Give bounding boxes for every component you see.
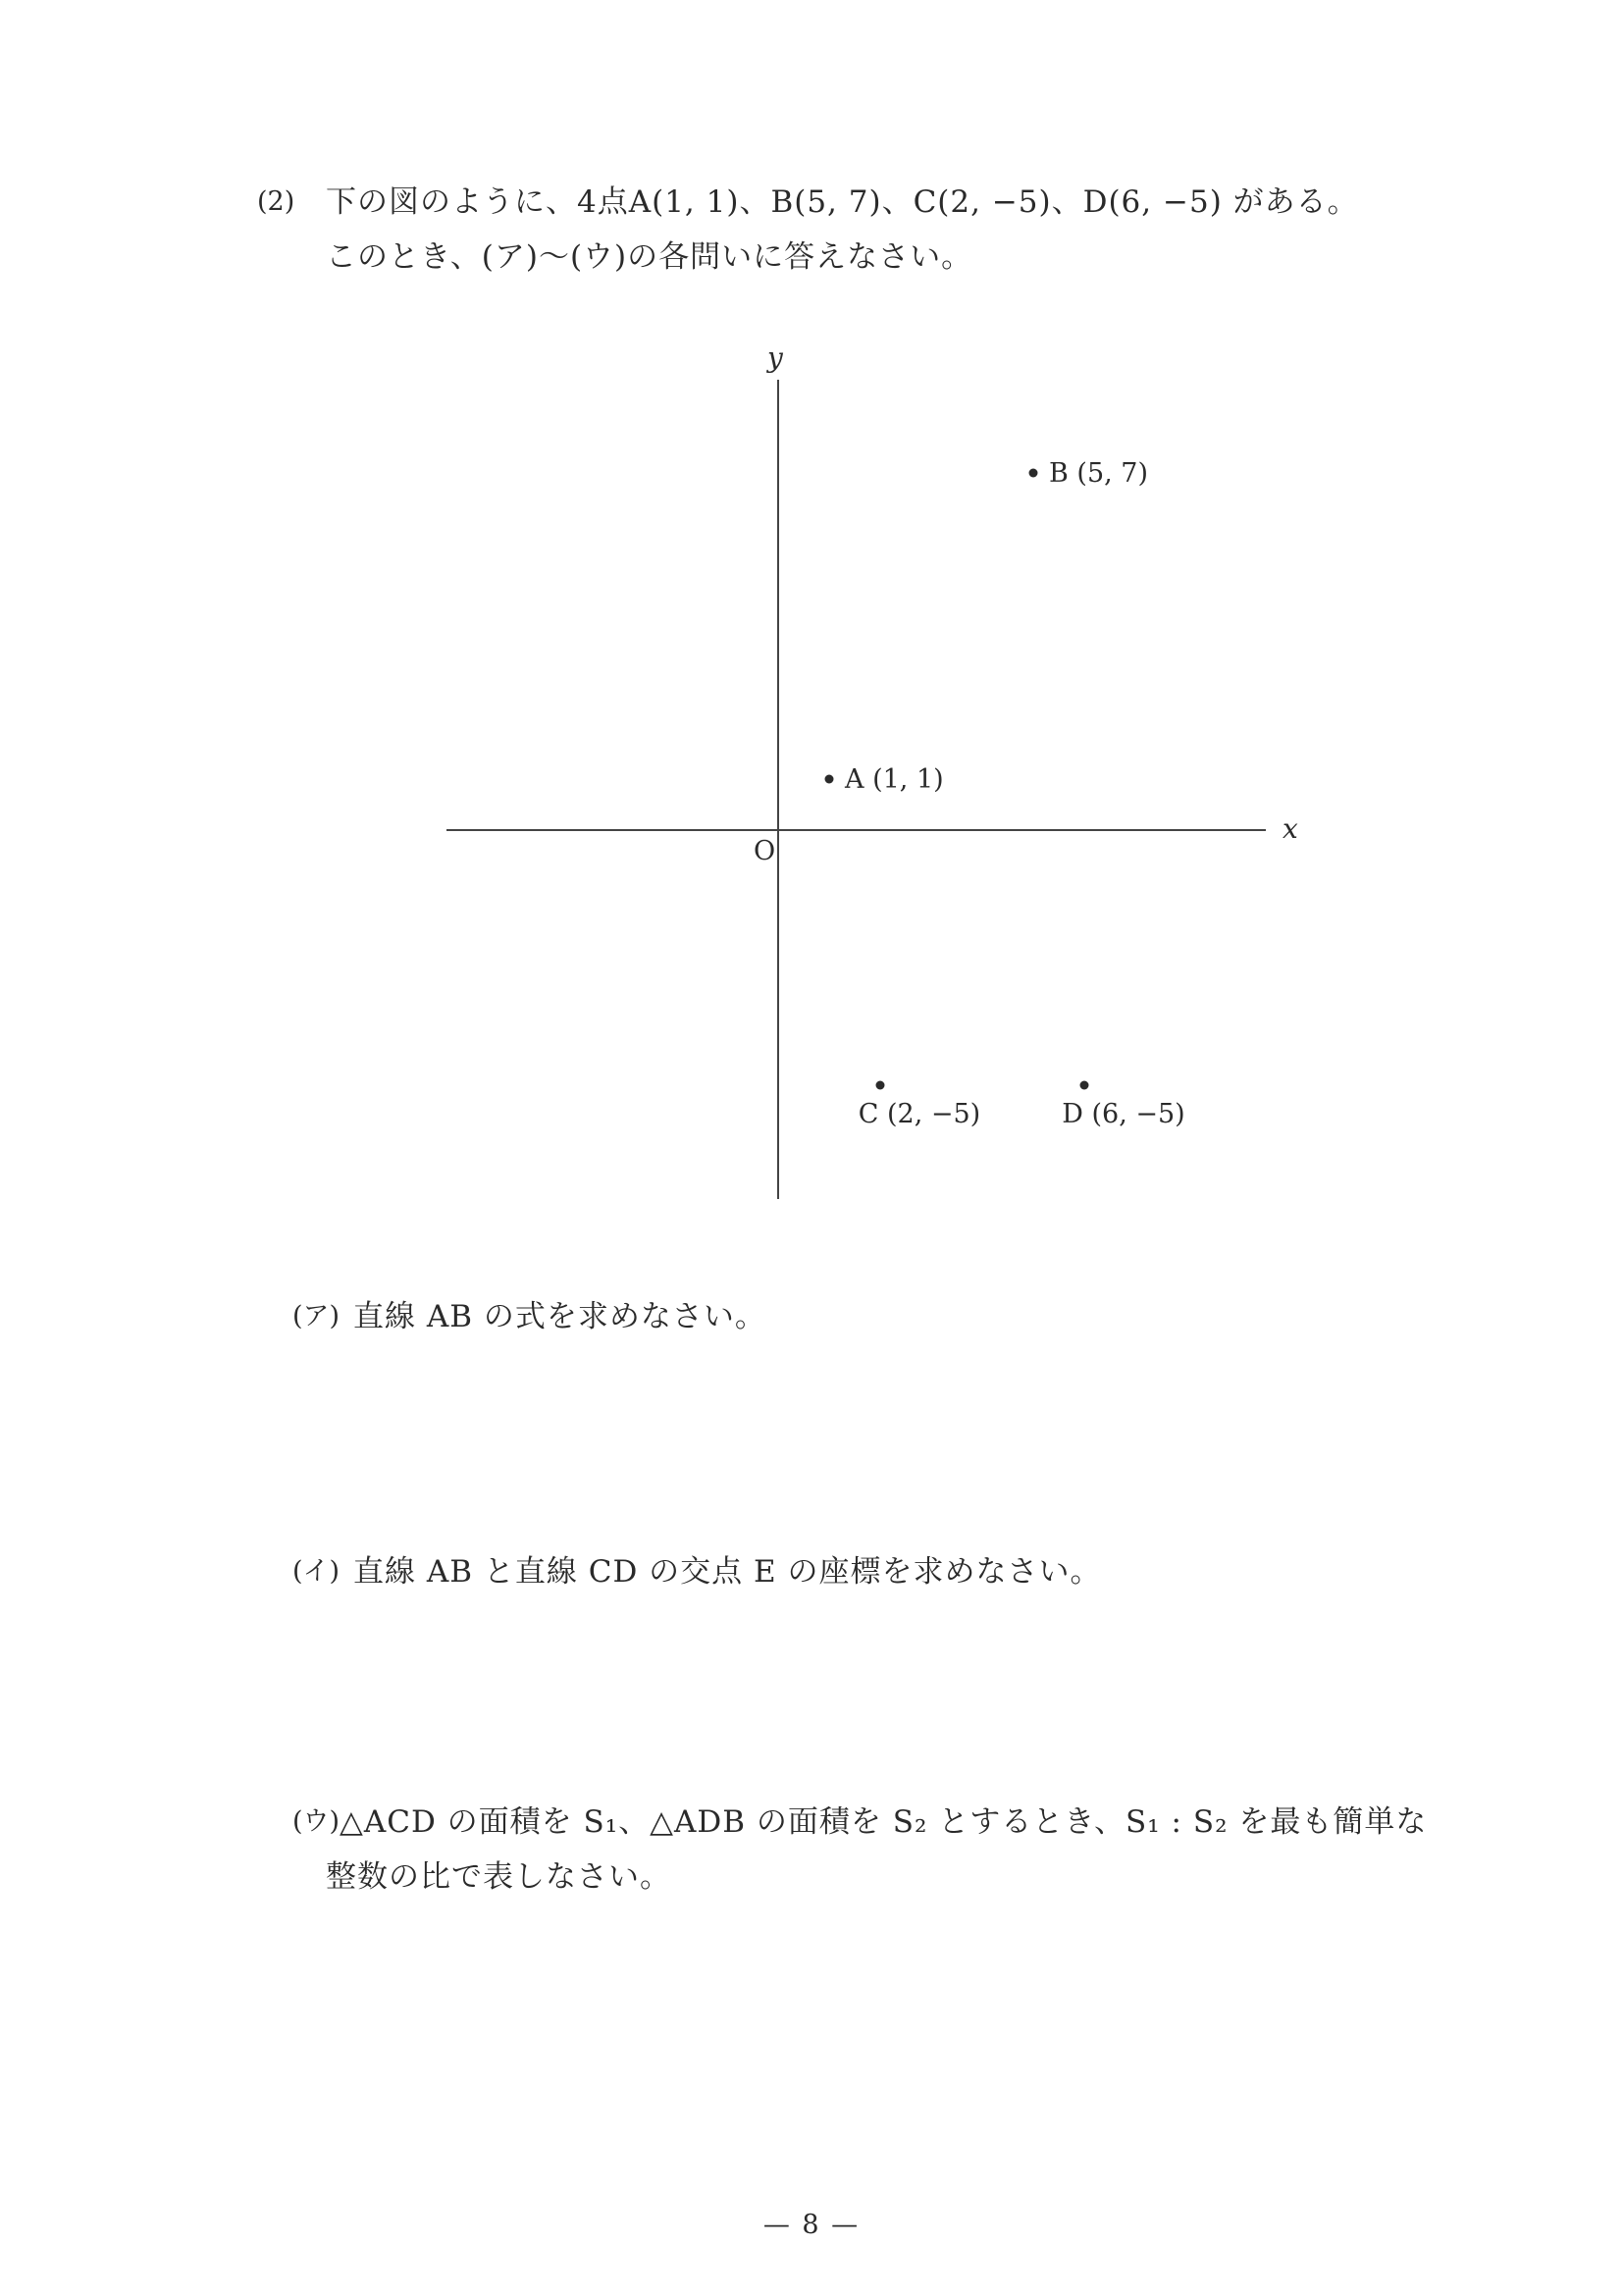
question-c-text-line2: 整数の比で表しなさい。	[326, 1859, 671, 1895]
point-d-label: D (6, −5)	[1062, 1099, 1185, 1129]
point-c-label: C (2, −5)	[858, 1099, 981, 1129]
problem-text-line1: 下の図のように、4点A(1, 1)、B(5, 7)、C(2, −5)、D(6, −5) がある。	[326, 184, 1359, 220]
origin-label: O	[754, 836, 776, 866]
question-c-number: (ウ)	[292, 1806, 340, 1837]
question-a-text: 直線 AB の式を求めなさい。	[353, 1299, 766, 1334]
point-d-marker	[1080, 1081, 1089, 1090]
question-a-number: (ア)	[292, 1301, 340, 1331]
point-a-marker	[825, 775, 834, 784]
point-b-marker	[1029, 469, 1038, 478]
problem-number: (2)	[257, 186, 295, 217]
question-c-text-line1: △ACD の面積を S₁、△ADB の面積を S₂ とするとき、S₁ : S₂ を最も簡単な	[340, 1804, 1428, 1840]
y-axis-label: y	[767, 341, 783, 374]
problem-text-line2: このとき、(ア)〜(ウ)の各問いに答えなさい。	[326, 239, 973, 275]
x-axis-label: x	[1283, 812, 1298, 845]
page-number: — 8 —	[762, 2210, 861, 2240]
point-c-marker	[876, 1081, 885, 1090]
points-layer	[825, 458, 1185, 1129]
point-a-label: A (1, 1)	[845, 764, 944, 795]
point-b-label: B (5, 7)	[1049, 458, 1149, 489]
question-b-number: (イ)	[292, 1556, 340, 1587]
question-b-text: 直線 AB と直線 CD の交点 E の座標を求めなさい。	[353, 1554, 1102, 1590]
